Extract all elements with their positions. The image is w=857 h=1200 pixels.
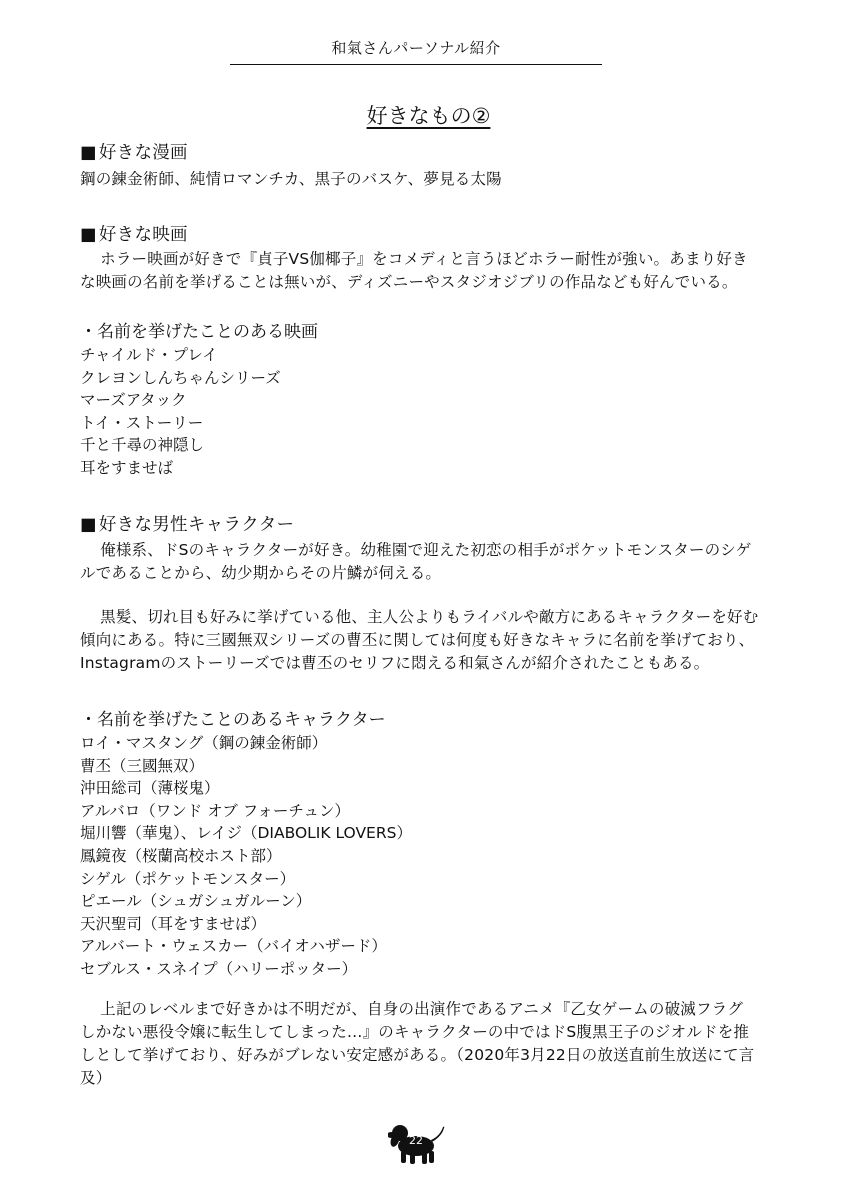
page-number: 22	[409, 1134, 423, 1147]
characters-p3-line-1: 上記のレベルまで好きかは不明だが、自身の出演作であるアニメ『乙女ゲームの破滅フラグ	[100, 1000, 744, 1018]
list-item: 鳳鏡夜（桜蘭高校ホスト部）	[80, 846, 282, 865]
characters-p2-line-2: 傾向にある。特に三國無双シリーズの曹丕に関しては何度も好きなキャラに名前を挙げており、	[80, 631, 755, 649]
list-item: 天沢聖司（耳をすませば）	[80, 914, 267, 933]
character-list-heading: ・名前を挙げたことのあるキャラクター	[80, 710, 386, 730]
movie-list-heading: ・名前を挙げたことのある映画	[80, 322, 318, 342]
list-item: アルバロ（ワンド オブ フォーチュン）	[80, 801, 350, 820]
characters-p3-line-3: しとして挙げており、好みがブレない安定感がある。（2020年3月22日の放送直前生放送にて言	[80, 1046, 755, 1064]
list-item: 千と千尋の神隠し	[80, 436, 205, 455]
list-item: クレヨンしんちゃんシリーズ	[80, 368, 281, 387]
movie-list	[80, 344, 785, 480]
list-item: チャイルド・プレイ	[80, 346, 218, 364]
page-title: 好きなもの②	[366, 104, 491, 128]
list-item: シゲル（ポケットモンスター）	[80, 869, 296, 888]
characters-p3-line-4: 及）	[80, 1069, 112, 1087]
list-item: ピエール（シュガシュガルーン）	[80, 892, 312, 911]
list-item: トイ・ストーリー	[80, 413, 204, 432]
section-heading-manga: ■ 好きな漫画	[80, 139, 785, 164]
characters-p1-line-1: 俺様系、ドSのキャラクターが好き。幼稚園で迎えた初恋の相手がポケットモンスターのシゲ	[100, 541, 752, 559]
section-heading-movies: ■ 好きな映画	[80, 221, 785, 246]
list-item: 沖田総司（薄桜鬼）	[80, 779, 220, 798]
list-item: 曹丕（三國無双）	[80, 756, 205, 775]
list-item: ロイ・マスタング（鋼の錬金術師）	[80, 734, 328, 752]
characters-p3-line-2: しかない悪役令嬢に転生してしまった…』のキャラクターの中ではドS腹黒王子のジオルドを推	[80, 1023, 750, 1041]
characters-p2-line-3: Instagramのストーリーズでは曹丕のセリフに悶える和氣さんが紹介されたこともある。	[80, 654, 710, 672]
list-item: マーズアタック	[80, 391, 187, 410]
movies-text-line-2: な映画の名前を挙げることは無いが、ディズニーやスタジオジブリの作品なども好んでいる。	[80, 273, 738, 291]
list-item: セブルス・スネイプ（ハリーポッター）	[80, 959, 358, 978]
running-header: 和氣さんパーソナル紹介	[230, 37, 602, 65]
characters-p2-line-1: 黒髪、切れ目も好みに挙げている他、主人公よりもライバルや敵方にあるキャラクターを好む	[100, 608, 759, 626]
character-list	[80, 732, 785, 981]
manga-text: 鋼の錬金術師、純情ロマンチカ、黒子のバスケ、夢見る太陽	[80, 170, 502, 188]
list-item: 堀川響（華鬼）、レイジ（DIABOLIK LOVERS）	[80, 824, 412, 843]
section-heading-characters: ■ 好きな男性キャラクター	[80, 511, 785, 536]
list-item: 耳をすませば	[80, 458, 174, 477]
movies-text-line-1: ホラー映画が好きで『貞子VS伽椰子』をコメディと言うほどホラー耐性が強い。あまり好き	[100, 250, 748, 268]
list-item: アルバート・ウェスカー（バイオハザード）	[80, 937, 387, 956]
characters-p1-line-2: ルであることから、幼少期からその片鱗が伺える。	[80, 564, 442, 582]
